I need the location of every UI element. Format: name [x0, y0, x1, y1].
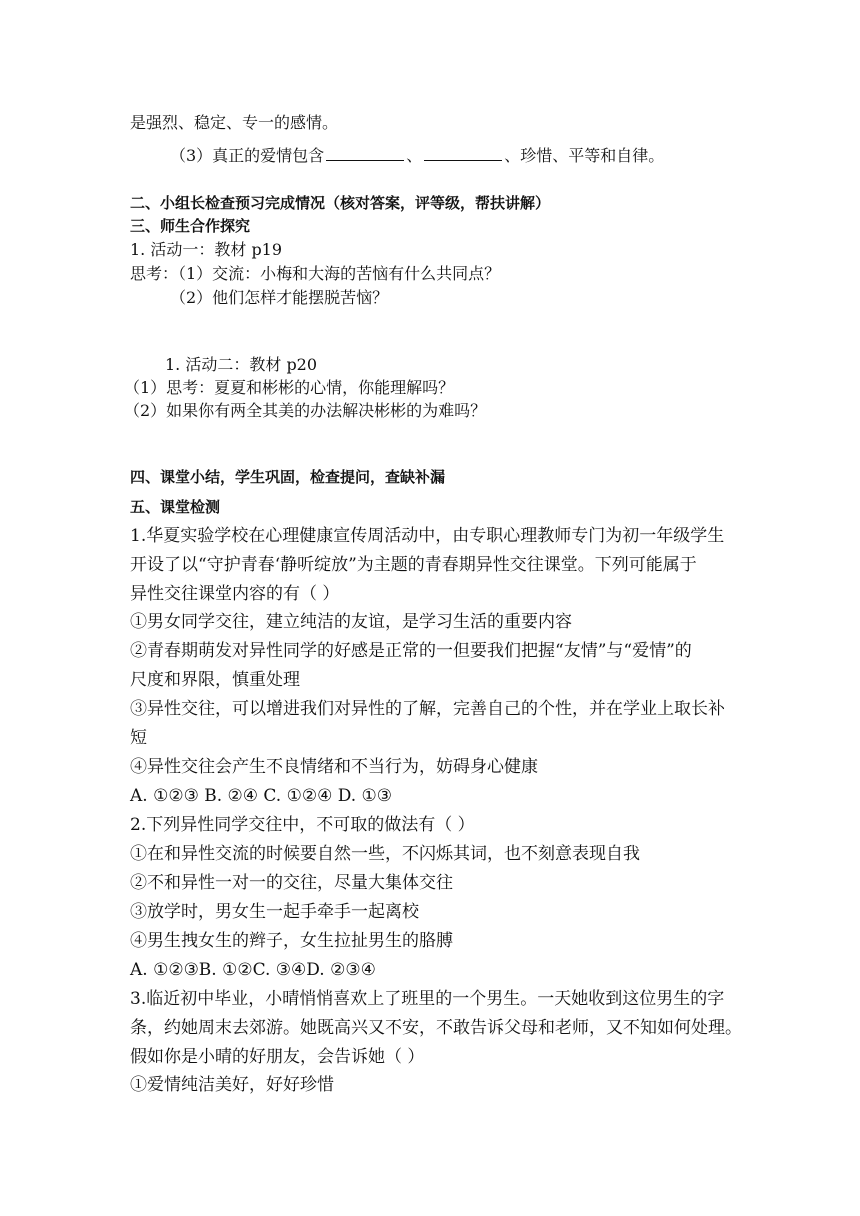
activity-1: 1. 活动一：教材 p19	[130, 240, 283, 259]
test-q2-option-1: ①在和异性交流的时候要自然一些，不闪烁其词，也不刻意表现自我	[130, 844, 640, 864]
section-3-heading: 三、师生合作探究	[130, 217, 251, 235]
test-q1-option-3a: ③异性交往，可以增进我们对异性的了解，完善自己的个性，并在学业上取长补	[130, 699, 725, 719]
test-q1-line-3: 异性交往课堂内容的有（ ）	[130, 584, 340, 604]
test-q2-option-2: ②不和异性一对一的交往，尽量大集体交往	[130, 873, 453, 893]
activity-1-question-2: （2）他们怎样才能摆脱苦恼？	[170, 288, 389, 307]
section-2-heading: 二、小组长检查预习完成情况（核对答案，评等级，帮扶讲解）	[130, 194, 551, 212]
test-q3-option-1: ①爱情纯洁美好，好好珍惜	[130, 1075, 334, 1095]
section-4-heading: 四、课堂小结，学生巩固，检查提问，查缺补漏	[130, 468, 446, 486]
test-q1-option-2a: ②青春期萌发对异性同学的好感是正常的一但要我们把握“友情”与“爱情”的	[130, 641, 692, 661]
test-q1-choices: A. ①②③ B. ②④ C. ①②④ D. ①③	[130, 786, 393, 806]
q3-text-before: （3）真正的爱情包含	[170, 146, 325, 165]
question-3-fill-blank	[170, 144, 664, 166]
test-q1-option-1: ①男女同学交往，建立纯洁的友谊，是学习生活的重要内容	[130, 612, 572, 632]
activity-2-question-1: （1）思考：夏夏和彬彬的心情，你能理解吗？	[124, 378, 455, 397]
answer-blank-2[interactable]	[424, 144, 502, 161]
test-q2-choices: A. ①②③B. ①②C. ③④D. ②③④	[130, 960, 376, 980]
test-q2-option-4: ④男生拽女生的辫子，女生拉扯男生的胳膊	[130, 931, 453, 951]
test-q3-line-1: 3.临近初中毕业，小晴悄悄喜欢上了班里的一个男生。一天她收到这位男生的字	[130, 989, 725, 1009]
test-q1-line-2: 开设了以“守护青春‘静听绽放”为主题的青春期异性交往课堂。下列可能属于	[130, 555, 697, 575]
activity-2: 1. 活动二：教材 p20	[165, 355, 318, 374]
section-5-heading: 五、课堂检测	[130, 498, 221, 516]
test-q3-line-2: 条，约她周末去郊游。她既高兴又不安，不敢告诉父母和老师，又不知如何处理。	[130, 1018, 742, 1038]
q3-separator: 、	[406, 146, 423, 165]
test-q1-option-3b: 短	[130, 728, 147, 748]
test-q1-option-4: ④异性交往会产生不良情绪和不当行为，妨碍身心健康	[130, 757, 538, 777]
test-q2-option-3: ③放学时，男女生一起手牵手一起离校	[130, 902, 419, 922]
q3-text-after: 、珍惜、平等和自律。	[504, 146, 665, 165]
test-q2-line-1: 2.下列异性同学交往中，不可取的做法有（ ）	[130, 815, 475, 835]
test-q3-line-3: 假如你是小晴的好朋友，会告诉她（ ）	[130, 1047, 425, 1067]
activity-1-question-1: 思考：（1）交流：小梅和大海的苦恼有什么共同点？	[130, 264, 501, 283]
activity-2-question-2: （2）如果你有两全其美的办法解决彬彬的为难吗？	[124, 401, 487, 420]
prev-text-tail: 是强烈、稳定、专一的感情。	[130, 113, 339, 132]
test-q1-line-1: 1.华夏实验学校在心理健康宣传周活动中，由专职心理教师专门为初一年级学生	[130, 526, 725, 546]
answer-blank-1[interactable]	[326, 144, 404, 161]
test-q1-option-2b: 尺度和界限，慎重处理	[130, 670, 300, 690]
